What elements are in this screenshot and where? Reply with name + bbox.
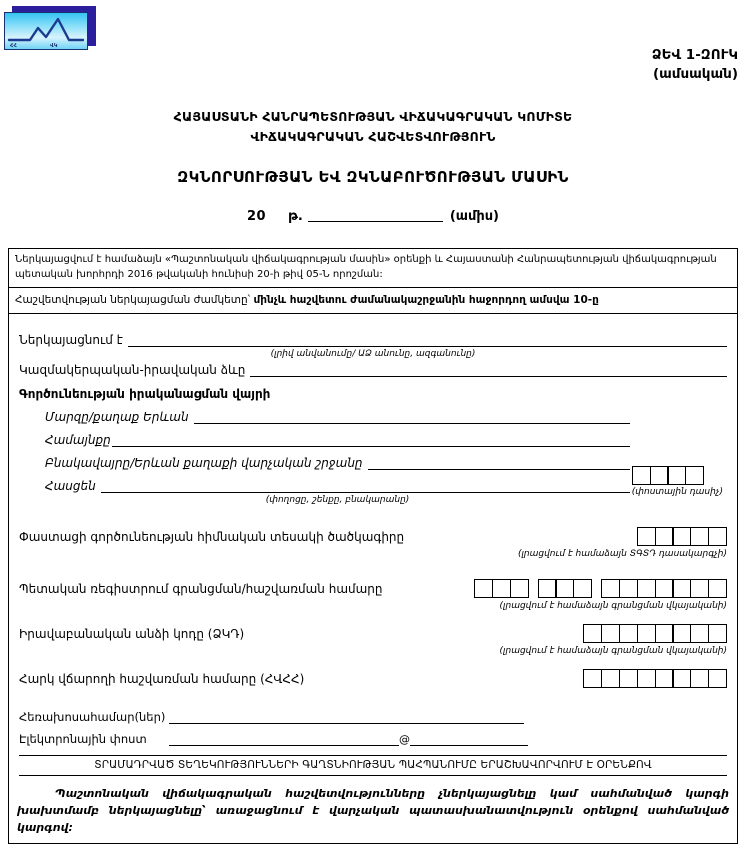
community-input[interactable]: [112, 435, 630, 447]
register-box[interactable]: [601, 579, 620, 598]
register-box[interactable]: [637, 579, 656, 598]
taxpayer-box[interactable]: [708, 669, 727, 688]
taxpayer-box[interactable]: [637, 669, 656, 688]
register-box[interactable]: [708, 579, 727, 598]
register-box[interactable]: [672, 579, 691, 598]
activity-code-box[interactable]: [655, 527, 674, 546]
legal-entity-code-boxes[interactable]: [583, 624, 727, 643]
postal-box[interactable]: [650, 466, 669, 485]
region-row: [45, 410, 630, 424]
legal-basis-note: Ներկայացվում է համաձայն «Պաշտոնական վիճակագրության մասին» օրենքի և Հայաստանի Հանրապետության վիճակագրության պետական խորհրդի 2016 թվականի հունիսի 20-ի թիվ 05-Ն որոշման:: [9, 249, 737, 288]
taxpayer-number-label: Հարկ վճարողի հաշվառման համարը (ՀՎՀՀ): [19, 671, 305, 686]
register-box[interactable]: [655, 579, 674, 598]
activity-code-boxes[interactable]: [637, 527, 727, 546]
legal-entity-code-label: Իրավաբանական անձի կոդը (ՁԿԴ): [19, 626, 245, 641]
confidentiality-notice: ՏՐԱՄԱԴՐՎԱԾ ՏԵՂԵԿՈՒԹՅՈՒՆՆԵՐԻ ԳԱՂՏՆԻՈՒԹՅԱՆ ՊԱՀՊԱՆՈՒՄԸ ԵՐԱՇԽԱՎՈՐՎՈՒՄ Է ՕՐԵՆՔՈՎ: [19, 755, 727, 776]
activity-code-label: Փաստացի գործունեության հիմնական տեսակի ծածկագիրը: [19, 529, 405, 544]
postal-code-block: [632, 466, 723, 497]
community-row: [45, 433, 630, 447]
settlement-input[interactable]: [368, 458, 630, 470]
register-box[interactable]: [510, 579, 529, 598]
email-domain-input[interactable]: [410, 734, 528, 746]
activity-code-box[interactable]: [690, 527, 709, 546]
phone-label: Հեռախոսահամար(ներ): [19, 710, 166, 724]
logo-label-right: ՎԿ: [50, 43, 58, 49]
entity-code-box[interactable]: [583, 624, 602, 643]
legal-entity-code-row: [19, 624, 727, 643]
legal-form-row: [19, 363, 727, 377]
year-prefix: 20: [246, 209, 267, 224]
register-box[interactable]: [492, 579, 511, 598]
form-periodicity: (ամսական): [652, 66, 738, 82]
register-box[interactable]: [690, 579, 709, 598]
register-box[interactable]: [474, 579, 493, 598]
report-period-line: [0, 209, 746, 224]
entity-code-box[interactable]: [637, 624, 656, 643]
entity-code-box[interactable]: [708, 624, 727, 643]
phone-input[interactable]: [169, 712, 524, 724]
at-symbol: @: [399, 733, 410, 746]
legal-entity-code-note: (լրացվում է համաձայն գրանցման վկայականի): [499, 646, 727, 656]
submission-deadline-note: [9, 288, 737, 314]
agency-logo: [4, 6, 96, 50]
logo-label-left: ՀՀ: [10, 43, 18, 49]
document-header: [0, 107, 746, 186]
address-lines: [19, 410, 630, 505]
organization-line-2: ՎԻՃԱԿԱԳՐԱԿԱՆ ՀԱՇՎԵՏՎՈՒԹՅՈՒՆ: [250, 129, 496, 144]
postal-box[interactable]: [632, 466, 651, 485]
state-register-boxes[interactable]: [474, 579, 727, 598]
entity-code-box[interactable]: [672, 624, 691, 643]
postal-code-boxes[interactable]: [632, 466, 723, 485]
taxpayer-box[interactable]: [672, 669, 691, 688]
form-body: [9, 314, 737, 776]
form-container: [8, 248, 738, 844]
community-label: Համայնքը: [45, 433, 111, 447]
form-code: ՁԵՎ 1-ԶՈՒԿ: [651, 47, 738, 63]
taxpayer-number-row: [19, 669, 727, 688]
submitter-row: [19, 333, 727, 347]
register-box[interactable]: [538, 579, 557, 598]
activity-code-row: [19, 527, 727, 546]
taxpayer-number-boxes[interactable]: [583, 669, 727, 688]
register-box[interactable]: [555, 579, 574, 598]
state-register-row: [19, 579, 727, 598]
activity-code-box[interactable]: [708, 527, 727, 546]
settlement-row: [45, 456, 630, 470]
region-input[interactable]: [194, 412, 630, 424]
page-title: ԶԿՆՈՐՍՈՒԹՅԱՆ ԵՎ ԶԿՆԱԲՈՒԾՈՒԹՅԱՆ ՄԱՍԻՆ: [177, 168, 569, 186]
settlement-label: Բնակավայրը/Երևան քաղաքի վարչական շրջանը: [45, 456, 363, 470]
activity-code-box[interactable]: [637, 527, 656, 546]
submitter-input[interactable]: [128, 335, 727, 347]
phone-row: [19, 710, 727, 724]
organization-line-1: ՀԱՅԱՍՏԱՆԻ ՀԱՆՐԱՊԵՏՈՒԹՅԱՆ ՎԻՃԱԿԱԳՐԱԿԱՆ ԿՈՄԻՏԵ: [173, 109, 573, 124]
logo-chart-icon: [5, 13, 87, 49]
logo-face: [4, 12, 88, 50]
email-row: [19, 732, 727, 746]
email-label: Էլեկտրոնային փոստ: [19, 732, 147, 746]
month-input-line[interactable]: [308, 221, 443, 222]
activity-code-box[interactable]: [672, 527, 691, 546]
taxpayer-box[interactable]: [655, 669, 674, 688]
address-label: Հասցեն: [45, 479, 96, 493]
year-suffix: թ.: [288, 209, 303, 224]
submitter-label: Ներկայացնում է: [19, 333, 123, 347]
legal-form-input[interactable]: [250, 365, 727, 377]
taxpayer-box[interactable]: [583, 669, 602, 688]
deadline-value: մինչև հաշվետու ժամանակաշրջանին հաջորդող ամսվա 10-ը: [253, 294, 599, 306]
email-user-input[interactable]: [169, 734, 399, 746]
submitter-hint: (լրիվ անվանումը/ ԱՁ անունը, ազգանունը): [270, 349, 476, 359]
form-code-block: [652, 46, 738, 84]
postal-box[interactable]: [685, 466, 704, 485]
activity-code-note: (լրացվում է համաձայն ՏԳՏԴ դասակարգչի): [517, 549, 727, 559]
register-box[interactable]: [573, 579, 592, 598]
entity-code-box[interactable]: [601, 624, 620, 643]
register-box[interactable]: [619, 579, 638, 598]
taxpayer-box[interactable]: [690, 669, 709, 688]
state-register-label: Պետական ռեգիստրում գրանցման/հաշվառման համարը: [19, 581, 383, 596]
entity-code-box[interactable]: [655, 624, 674, 643]
region-label: Մարզը/քաղաք Երևան: [45, 410, 189, 424]
deadline-prefix: Հաշվետվության ներկայացման ժամկետը՝: [15, 294, 254, 306]
penalty-warning: [9, 776, 737, 843]
taxpayer-box[interactable]: [619, 669, 638, 688]
postal-code-hint: (փոստային դասիչ): [631, 487, 723, 497]
activity-address-heading: Գործունեության իրականացման վայրի: [19, 387, 271, 401]
legal-form-label: Կազմակերպական-իրավական ձևը: [19, 363, 246, 377]
entity-code-box[interactable]: [619, 624, 638, 643]
state-register-note: (լրացվում է համաձայն գրանցման վկայականի): [499, 601, 727, 611]
postal-box[interactable]: [667, 466, 686, 485]
address-hint: (փողոցը, շենքը, բնակարանը): [265, 495, 410, 505]
month-hint: (ամիս): [449, 209, 499, 224]
penalty-warning-text: Պաշտոնական վիճակագրական հաշվետվությունները չներկայացնելը կամ սահմանված կարգի խախտմամբ ներկայացնելը՝ առաջացնում է վարչական պատասխանատվություն օրենքով սահմանված կարգով:: [17, 787, 729, 834]
address-row: [45, 479, 630, 493]
address-group: [19, 410, 727, 505]
taxpayer-box[interactable]: [601, 669, 620, 688]
entity-code-box[interactable]: [690, 624, 709, 643]
address-input[interactable]: [101, 481, 630, 493]
